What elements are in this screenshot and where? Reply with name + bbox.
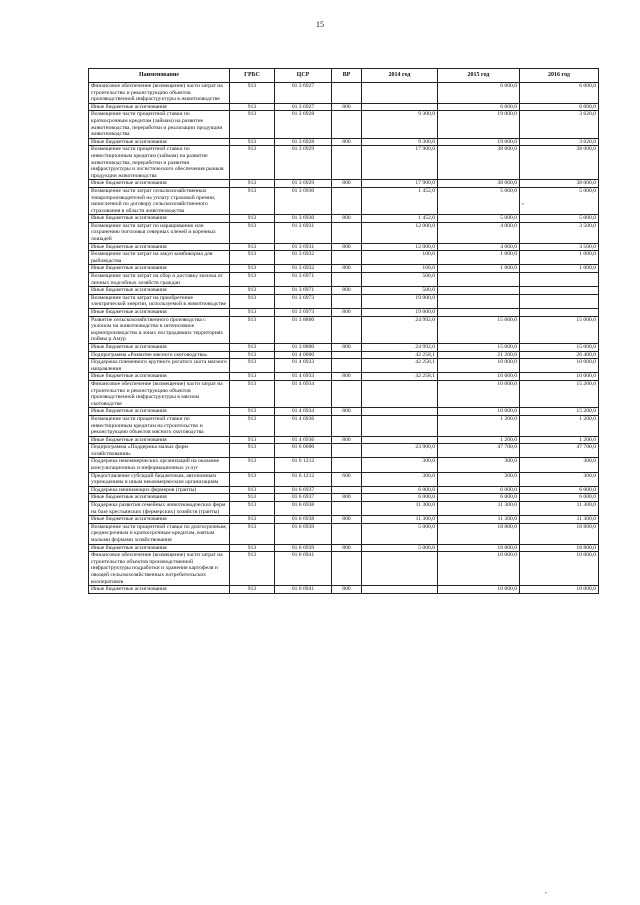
cell-name: Финансовое обеспечение (возмещение) части затрат на строительство и реконструкцию объектов производственной инфраструктуры в животноводстве <box>89 83 230 104</box>
cell-2016: 1 200,0 <box>520 436 599 444</box>
cell-2016: 26 400,0 <box>520 351 599 359</box>
table-row <box>89 111 599 138</box>
cell-vr <box>332 523 362 544</box>
cell-vr <box>332 83 362 104</box>
cell-grbs: 913 <box>230 138 275 146</box>
cell-vr <box>332 251 362 265</box>
cell-name: Иные бюджетные ассигнования <box>89 309 230 317</box>
table-row <box>89 380 599 407</box>
cell-grbs: 913 <box>230 215 275 223</box>
table-row <box>89 309 599 317</box>
cell-grbs: 913 <box>230 83 275 104</box>
cell-2015 <box>438 309 520 317</box>
cell-2016: 5 000,0 <box>520 215 599 223</box>
cell-csr: 01 3 6931 <box>275 222 332 243</box>
cell-name: Возмещение части затрат на сбор и доставку молока от личных подсобных хозяйств граждан <box>89 273 230 287</box>
cell-name: Предоставление субсидий бюджетным, автономным учреждениям и иным некоммерческим организациям <box>89 472 230 486</box>
cell-vr: 800 <box>332 586 362 594</box>
stray-mark: , <box>545 887 547 895</box>
table-row <box>89 415 599 436</box>
cell-grbs: 913 <box>230 273 275 287</box>
cell-vr <box>332 351 362 359</box>
cell-grbs: 913 <box>230 359 275 373</box>
cell-grbs: 913 <box>230 486 275 494</box>
cell-grbs: 913 <box>230 103 275 111</box>
cell-vr: 800 <box>332 436 362 444</box>
cell-vr: 800 <box>332 180 362 188</box>
cell-2014: 300,0 <box>362 458 438 472</box>
cell-2014: 11 300,0 <box>362 516 438 524</box>
cell-2016: 10 000,0 <box>520 586 599 594</box>
cell-2016: 3 500,0 <box>520 222 599 243</box>
cell-2014 <box>362 103 438 111</box>
cell-csr: 01 4 6934 <box>275 408 332 416</box>
cell-2014: 300,0 <box>362 472 438 486</box>
table-header-row <box>89 69 599 83</box>
cell-vr: 800 <box>332 373 362 381</box>
cell-2014: 17 900,0 <box>362 146 438 180</box>
cell-vr <box>332 273 362 287</box>
cell-grbs: 913 <box>230 265 275 273</box>
cell-name: Иные бюджетные ассигнования <box>89 408 230 416</box>
table-row <box>89 251 599 265</box>
cell-grbs: 913 <box>230 343 275 351</box>
cell-2015 <box>438 273 520 287</box>
cell-csr: 01 3 6932 <box>275 251 332 265</box>
cell-vr: 800 <box>332 103 362 111</box>
cell-2015: 15 000,0 <box>438 343 520 351</box>
cell-csr: 01 6 6941 <box>275 552 332 586</box>
table-row <box>89 287 599 295</box>
cell-name: Иные бюджетные ассигнования <box>89 516 230 524</box>
cell-vr <box>332 187 362 214</box>
cell-grbs: 913 <box>230 294 275 308</box>
cell-csr: 01 4 6936 <box>275 436 332 444</box>
cell-2015: 10 000,0 <box>438 552 520 586</box>
table-row <box>89 552 599 586</box>
cell-grbs: 913 <box>230 316 275 343</box>
cell-vr: 600 <box>332 472 362 486</box>
budget-table <box>88 68 599 594</box>
header-2014: 2014 год <box>362 69 438 83</box>
cell-2015: 11 300,0 <box>438 502 520 516</box>
cell-2016: 18 800,0 <box>520 523 599 544</box>
cell-grbs: 913 <box>230 187 275 214</box>
table-row <box>89 516 599 524</box>
cell-name: Возмещение части процентной ставки по долгосрочным, среднесрочным и краткосрочным кредитам, взятым малыми формами хозяйствования <box>89 523 230 544</box>
cell-2014 <box>362 436 438 444</box>
cell-2015: 1 200,0 <box>438 415 520 436</box>
cell-name: Финансовое обеспечение (возмещение) части затрат на строительство и реконструкцию объектов производственной инфраструктуры в мясном скотоводстве <box>89 380 230 407</box>
cell-name: Иные бюджетные ассигнования <box>89 544 230 552</box>
cell-2014: 19 000,0 <box>362 294 438 308</box>
cell-2016: 1 200,0 <box>520 415 599 436</box>
cell-vr: 800 <box>332 544 362 552</box>
cell-2016: 6 000,0 <box>520 494 599 502</box>
header-2016: 2016 год <box>520 69 599 83</box>
cell-name: Иные бюджетные ассигнования <box>89 373 230 381</box>
cell-grbs: 913 <box>230 309 275 317</box>
cell-grbs: 913 <box>230 351 275 359</box>
cell-2015: 6 000,0 <box>438 103 520 111</box>
cell-2015: 6 000,0 <box>438 494 520 502</box>
cell-name: Иные бюджетные ассигнования <box>89 494 230 502</box>
cell-2015: 5 000,0 <box>438 215 520 223</box>
cell-vr: 800 <box>332 408 362 416</box>
cell-vr <box>332 146 362 180</box>
cell-2016: 3 620,0 <box>520 111 599 138</box>
cell-2016: 47 700,0 <box>520 444 599 458</box>
cell-2014: 12 000,0 <box>362 222 438 243</box>
table-row <box>89 103 599 111</box>
cell-name: Поддержка некоммерческих организаций на оказание консультационных и информационных услуг <box>89 458 230 472</box>
table-row <box>89 83 599 104</box>
cell-csr: 01 4 6934 <box>275 380 332 407</box>
cell-name: Иные бюджетные ассигнования <box>89 287 230 295</box>
cell-2016: 15 000,0 <box>520 316 599 343</box>
cell-csr: 01 3 6930 <box>275 215 332 223</box>
cell-csr: 01 6 6941 <box>275 586 332 594</box>
cell-2016: 10 000,0 <box>520 373 599 381</box>
table-row <box>89 436 599 444</box>
cell-vr <box>332 502 362 516</box>
cell-2016 <box>520 273 599 287</box>
cell-vr <box>332 552 362 586</box>
cell-grbs: 913 <box>230 516 275 524</box>
cell-2015: 10 000,0 <box>438 380 520 407</box>
cell-2015: 10 000,0 <box>438 359 520 373</box>
cell-grbs: 913 <box>230 586 275 594</box>
cell-csr: 01 6 0000 <box>275 444 332 458</box>
cell-2016: 6 000,0 <box>520 103 599 111</box>
cell-name: Поддержка развития семейных животноводческих ферм на базе крестьянских (фермерских) хозяйств (гранты) <box>89 502 230 516</box>
cell-2016: 38 000,0 <box>520 146 599 180</box>
table-row <box>89 294 599 308</box>
table-row <box>89 523 599 544</box>
cell-csr: 01 4 6933 <box>275 359 332 373</box>
table-row <box>89 494 599 502</box>
cell-2014: 17 900,0 <box>362 180 438 188</box>
table-row <box>89 408 599 416</box>
cell-2015: 21 200,0 <box>438 351 520 359</box>
cell-2015: 1 200,0 <box>438 436 520 444</box>
cell-csr: 01 6 6939 <box>275 544 332 552</box>
cell-2015: 300,0 <box>438 458 520 472</box>
cell-2014: 42 258,1 <box>362 351 438 359</box>
cell-2015: 10 000,0 <box>438 373 520 381</box>
cell-csr: 01 3 6971 <box>275 287 332 295</box>
cell-grbs: 913 <box>230 146 275 180</box>
cell-vr <box>332 486 362 494</box>
cell-csr: 01 3 6929 <box>275 146 332 180</box>
cell-2015: 6 000,0 <box>438 83 520 104</box>
cell-2014: 6 000,0 <box>362 494 438 502</box>
table-row <box>89 458 599 472</box>
cell-2014: 500,0 <box>362 287 438 295</box>
cell-2014 <box>362 415 438 436</box>
cell-csr: 01 3 6927 <box>275 83 332 104</box>
cell-2016: 38 000,0 <box>520 180 599 188</box>
cell-2015 <box>438 294 520 308</box>
cell-name: Иные бюджетные ассигнования <box>89 138 230 146</box>
table-row <box>89 316 599 343</box>
table-row <box>89 444 599 458</box>
table-row <box>89 146 599 180</box>
cell-2015: 4 000,0 <box>438 222 520 243</box>
cell-2014: 5 000,0 <box>362 523 438 544</box>
cell-name: Иные бюджетные ассигнования <box>89 243 230 251</box>
cell-2015: 11 300,0 <box>438 516 520 524</box>
cell-csr: 01 6 1212 <box>275 458 332 472</box>
cell-2016: 15 000,0 <box>520 343 599 351</box>
cell-2014: 9 300,0 <box>362 138 438 146</box>
cell-grbs: 913 <box>230 251 275 265</box>
cell-2015: 19 000,0 <box>438 111 520 138</box>
cell-csr: 01 3 6930 <box>275 187 332 214</box>
cell-vr: 800 <box>332 494 362 502</box>
cell-2016: 300,0 <box>520 472 599 486</box>
table-row <box>89 544 599 552</box>
cell-csr: 01 4 6933 <box>275 373 332 381</box>
table-row <box>89 138 599 146</box>
cell-csr: 01 3 6973 <box>275 294 332 308</box>
cell-2016: 15 200,0 <box>520 408 599 416</box>
cell-vr: 800 <box>332 516 362 524</box>
cell-grbs: 913 <box>230 552 275 586</box>
cell-csr: 01 3 6971 <box>275 273 332 287</box>
cell-vr: 800 <box>332 243 362 251</box>
table-row <box>89 373 599 381</box>
cell-2016: 1 000,0 <box>520 251 599 265</box>
cell-2014 <box>362 408 438 416</box>
cell-2014: 11 300,0 <box>362 502 438 516</box>
cell-vr <box>332 444 362 458</box>
table-row <box>89 472 599 486</box>
cell-2015: 47 700,0 <box>438 444 520 458</box>
cell-2015: 18 800,0 <box>438 523 520 544</box>
cell-2015: 38 000,0 <box>438 146 520 180</box>
cell-2015: 300,0 <box>438 472 520 486</box>
cell-grbs: 913 <box>230 180 275 188</box>
cell-grbs: 913 <box>230 472 275 486</box>
cell-csr: 01 6 6938 <box>275 516 332 524</box>
table-row <box>89 243 599 251</box>
cell-name: Развитие сельскохозяйственного производства с уклоном на животноводство в интенсивное кормопроизводство в зонах пострадавших территориях поймы р.Амур <box>89 316 230 343</box>
table-row <box>89 359 599 373</box>
cell-2015: 19 000,0 <box>438 138 520 146</box>
cell-csr: 01 3 6932 <box>275 265 332 273</box>
cell-csr: 01 6 1212 <box>275 472 332 486</box>
cell-grbs: 913 <box>230 415 275 436</box>
cell-2014: 12 000,0 <box>362 243 438 251</box>
cell-csr: 01 3 6927 <box>275 103 332 111</box>
cell-2014: 23 900,0 <box>362 444 438 458</box>
cell-2015: 5 000,0 <box>438 187 520 214</box>
table-row <box>89 502 599 516</box>
header-vr: ВР <box>332 69 362 83</box>
cell-2015: 10 000,0 <box>438 408 520 416</box>
cell-grbs: 913 <box>230 544 275 552</box>
cell-name: Иные бюджетные ассигнования <box>89 436 230 444</box>
cell-vr: 800 <box>332 309 362 317</box>
cell-2014: 5 000,0 <box>362 544 438 552</box>
cell-grbs: 913 <box>230 222 275 243</box>
cell-2015: 38 000,0 <box>438 180 520 188</box>
cell-2014 <box>362 552 438 586</box>
cell-name: Возмещение части затрат сельскохозяйственных товаропроизводителей на уплату страховой премии, начисленной по договору сельскохозяйственного страхования в области животноводства <box>89 187 230 214</box>
cell-vr <box>332 359 362 373</box>
header-name: Наименование <box>89 69 230 83</box>
cell-name: Иные бюджетные ассигнования <box>89 343 230 351</box>
cell-vr: 800 <box>332 265 362 273</box>
cell-vr: 800 <box>332 287 362 295</box>
cell-csr: 01 4 0000 <box>275 351 332 359</box>
table-row <box>89 486 599 494</box>
cell-2014: 19 000,0 <box>362 309 438 317</box>
cell-2016: 18 800,0 <box>520 544 599 552</box>
cell-2014: 100,0 <box>362 251 438 265</box>
cell-vr <box>332 380 362 407</box>
table-row <box>89 265 599 273</box>
table-row <box>89 351 599 359</box>
cell-2016: 10 000,0 <box>520 359 599 373</box>
cell-csr: 01 3 8800 <box>275 316 332 343</box>
cell-2014: 9 300,0 <box>362 111 438 138</box>
cell-vr: 800 <box>332 343 362 351</box>
cell-name: Иные бюджетные ассигнования <box>89 180 230 188</box>
cell-grbs: 913 <box>230 458 275 472</box>
cell-grbs: 913 <box>230 380 275 407</box>
cell-grbs: 913 <box>230 243 275 251</box>
cell-csr: 01 3 6928 <box>275 138 332 146</box>
cell-2015: 1 000,0 <box>438 265 520 273</box>
cell-2015: 15 000,0 <box>438 316 520 343</box>
cell-name: Подпрограмма «Поддержка малых форм хозяйствования» <box>89 444 230 458</box>
cell-vr <box>332 415 362 436</box>
cell-2014 <box>362 380 438 407</box>
cell-2016: 10 000,0 <box>520 552 599 586</box>
cell-2016: 6 000,0 <box>520 486 599 494</box>
cell-name: Иные бюджетные ассигнования <box>89 215 230 223</box>
cell-name: Возмещение части процентной ставки по инвестиционным кредитам (займам) на развитие животноводства, переработки и развития инфраструктуры и логистического обеспечения рынков продукции животноводства <box>89 146 230 180</box>
cell-2015: 1 000,0 <box>438 251 520 265</box>
cell-grbs: 913 <box>230 373 275 381</box>
cell-vr: 800 <box>332 215 362 223</box>
cell-2016 <box>520 294 599 308</box>
cell-vr <box>332 458 362 472</box>
cell-csr: 01 4 6936 <box>275 415 332 436</box>
cell-csr: 01 3 6928 <box>275 111 332 138</box>
cell-csr: 01 6 6938 <box>275 502 332 516</box>
cell-name: Возмещение части затрат по наращиванию или сохранению поголовья северных оленей и коренных лошадей <box>89 222 230 243</box>
cell-2014 <box>362 586 438 594</box>
cell-grbs: 913 <box>230 111 275 138</box>
cell-csr: 01 3 6973 <box>275 309 332 317</box>
cell-name: Возмещение части процентной ставки по краткосрочным кредитам (займам) на развитие животноводства, переработки и реализации продукции животноводства <box>89 111 230 138</box>
cell-vr <box>332 222 362 243</box>
cell-2014: 42 258,1 <box>362 373 438 381</box>
cell-csr: 01 3 8800 <box>275 343 332 351</box>
cell-csr: 01 3 6931 <box>275 243 332 251</box>
cell-2014: 100,0 <box>362 265 438 273</box>
cell-grbs: 913 <box>230 494 275 502</box>
cell-name: Иные бюджетные ассигнования <box>89 103 230 111</box>
cell-2016: 11 300,0 <box>520 502 599 516</box>
cell-2014: 1 452,0 <box>362 215 438 223</box>
table-row <box>89 180 599 188</box>
cell-csr: 01 3 6929 <box>275 180 332 188</box>
cell-2016: 3 500,0 <box>520 243 599 251</box>
cell-2015 <box>438 287 520 295</box>
cell-2015: 4 000,0 <box>438 243 520 251</box>
header-grbs: ГРБС <box>230 69 275 83</box>
cell-grbs: 913 <box>230 287 275 295</box>
stray-mark: , <box>522 198 524 206</box>
cell-vr <box>332 111 362 138</box>
cell-2014 <box>362 83 438 104</box>
cell-name: Возмещение части затрат на приобретение электрической энергии, используемой в животноводстве <box>89 294 230 308</box>
cell-name: Поддержка племенного крупного рогатого скота мясного направления <box>89 359 230 373</box>
cell-vr: 800 <box>332 138 362 146</box>
cell-2015: 10 000,0 <box>438 586 520 594</box>
cell-2016: 11 300,0 <box>520 516 599 524</box>
cell-2016: 15 200,0 <box>520 380 599 407</box>
cell-grbs: 913 <box>230 444 275 458</box>
cell-2016: 300,0 <box>520 458 599 472</box>
cell-grbs: 913 <box>230 408 275 416</box>
table-row <box>89 222 599 243</box>
cell-2014: 500,0 <box>362 273 438 287</box>
cell-name: Финансовое обеспечение (возмещение) части затрат на строительство объектов производственной инфраструктуры подработки и хранения картофеля и овощей сельскохозяйственных потребительских кооперативов <box>89 552 230 586</box>
cell-grbs: 913 <box>230 502 275 516</box>
header-csr: ЦСР <box>275 69 332 83</box>
table-row <box>89 343 599 351</box>
cell-2016: 6 000,0 <box>520 83 599 104</box>
cell-name: Иные бюджетные ассигнования <box>89 265 230 273</box>
cell-name: Иные бюджетные ассигнования <box>89 586 230 594</box>
cell-name: Возмещение части процентной ставки по инвестиционным кредитам на строительство и реконструкцию объектов мясного скотоводства <box>89 415 230 436</box>
cell-2016 <box>520 309 599 317</box>
cell-name: Возмещение части затрат на закуп комбикорма для рыбоводства <box>89 251 230 265</box>
table-row <box>89 586 599 594</box>
cell-csr: 01 6 6939 <box>275 523 332 544</box>
cell-2014: 1 452,0 <box>362 187 438 214</box>
cell-2016 <box>520 287 599 295</box>
cell-vr <box>332 316 362 343</box>
page-number: 15 <box>316 20 324 29</box>
cell-2014: 24 992,0 <box>362 343 438 351</box>
cell-name: Подпрограмма «Развитие мясного скотоводства» <box>89 351 230 359</box>
cell-csr: 01 6 6937 <box>275 494 332 502</box>
cell-2016: 1 000,0 <box>520 265 599 273</box>
cell-grbs: 913 <box>230 436 275 444</box>
cell-2014: 6 000,0 <box>362 486 438 494</box>
header-2015: 2015 год <box>438 69 520 83</box>
cell-csr: 01 6 6937 <box>275 486 332 494</box>
cell-vr <box>332 294 362 308</box>
cell-2016: 3 620,0 <box>520 138 599 146</box>
cell-grbs: 913 <box>230 523 275 544</box>
cell-2014: 24 992,0 <box>362 316 438 343</box>
cell-2016: 5 000,0 <box>520 187 599 214</box>
cell-2015: 6 000,0 <box>438 486 520 494</box>
table-row <box>89 215 599 223</box>
table-row <box>89 273 599 287</box>
cell-name: Поддержка начинающих фермеров (гранты) <box>89 486 230 494</box>
cell-2014: 42 258,1 <box>362 359 438 373</box>
cell-2015: 18 800,0 <box>438 544 520 552</box>
